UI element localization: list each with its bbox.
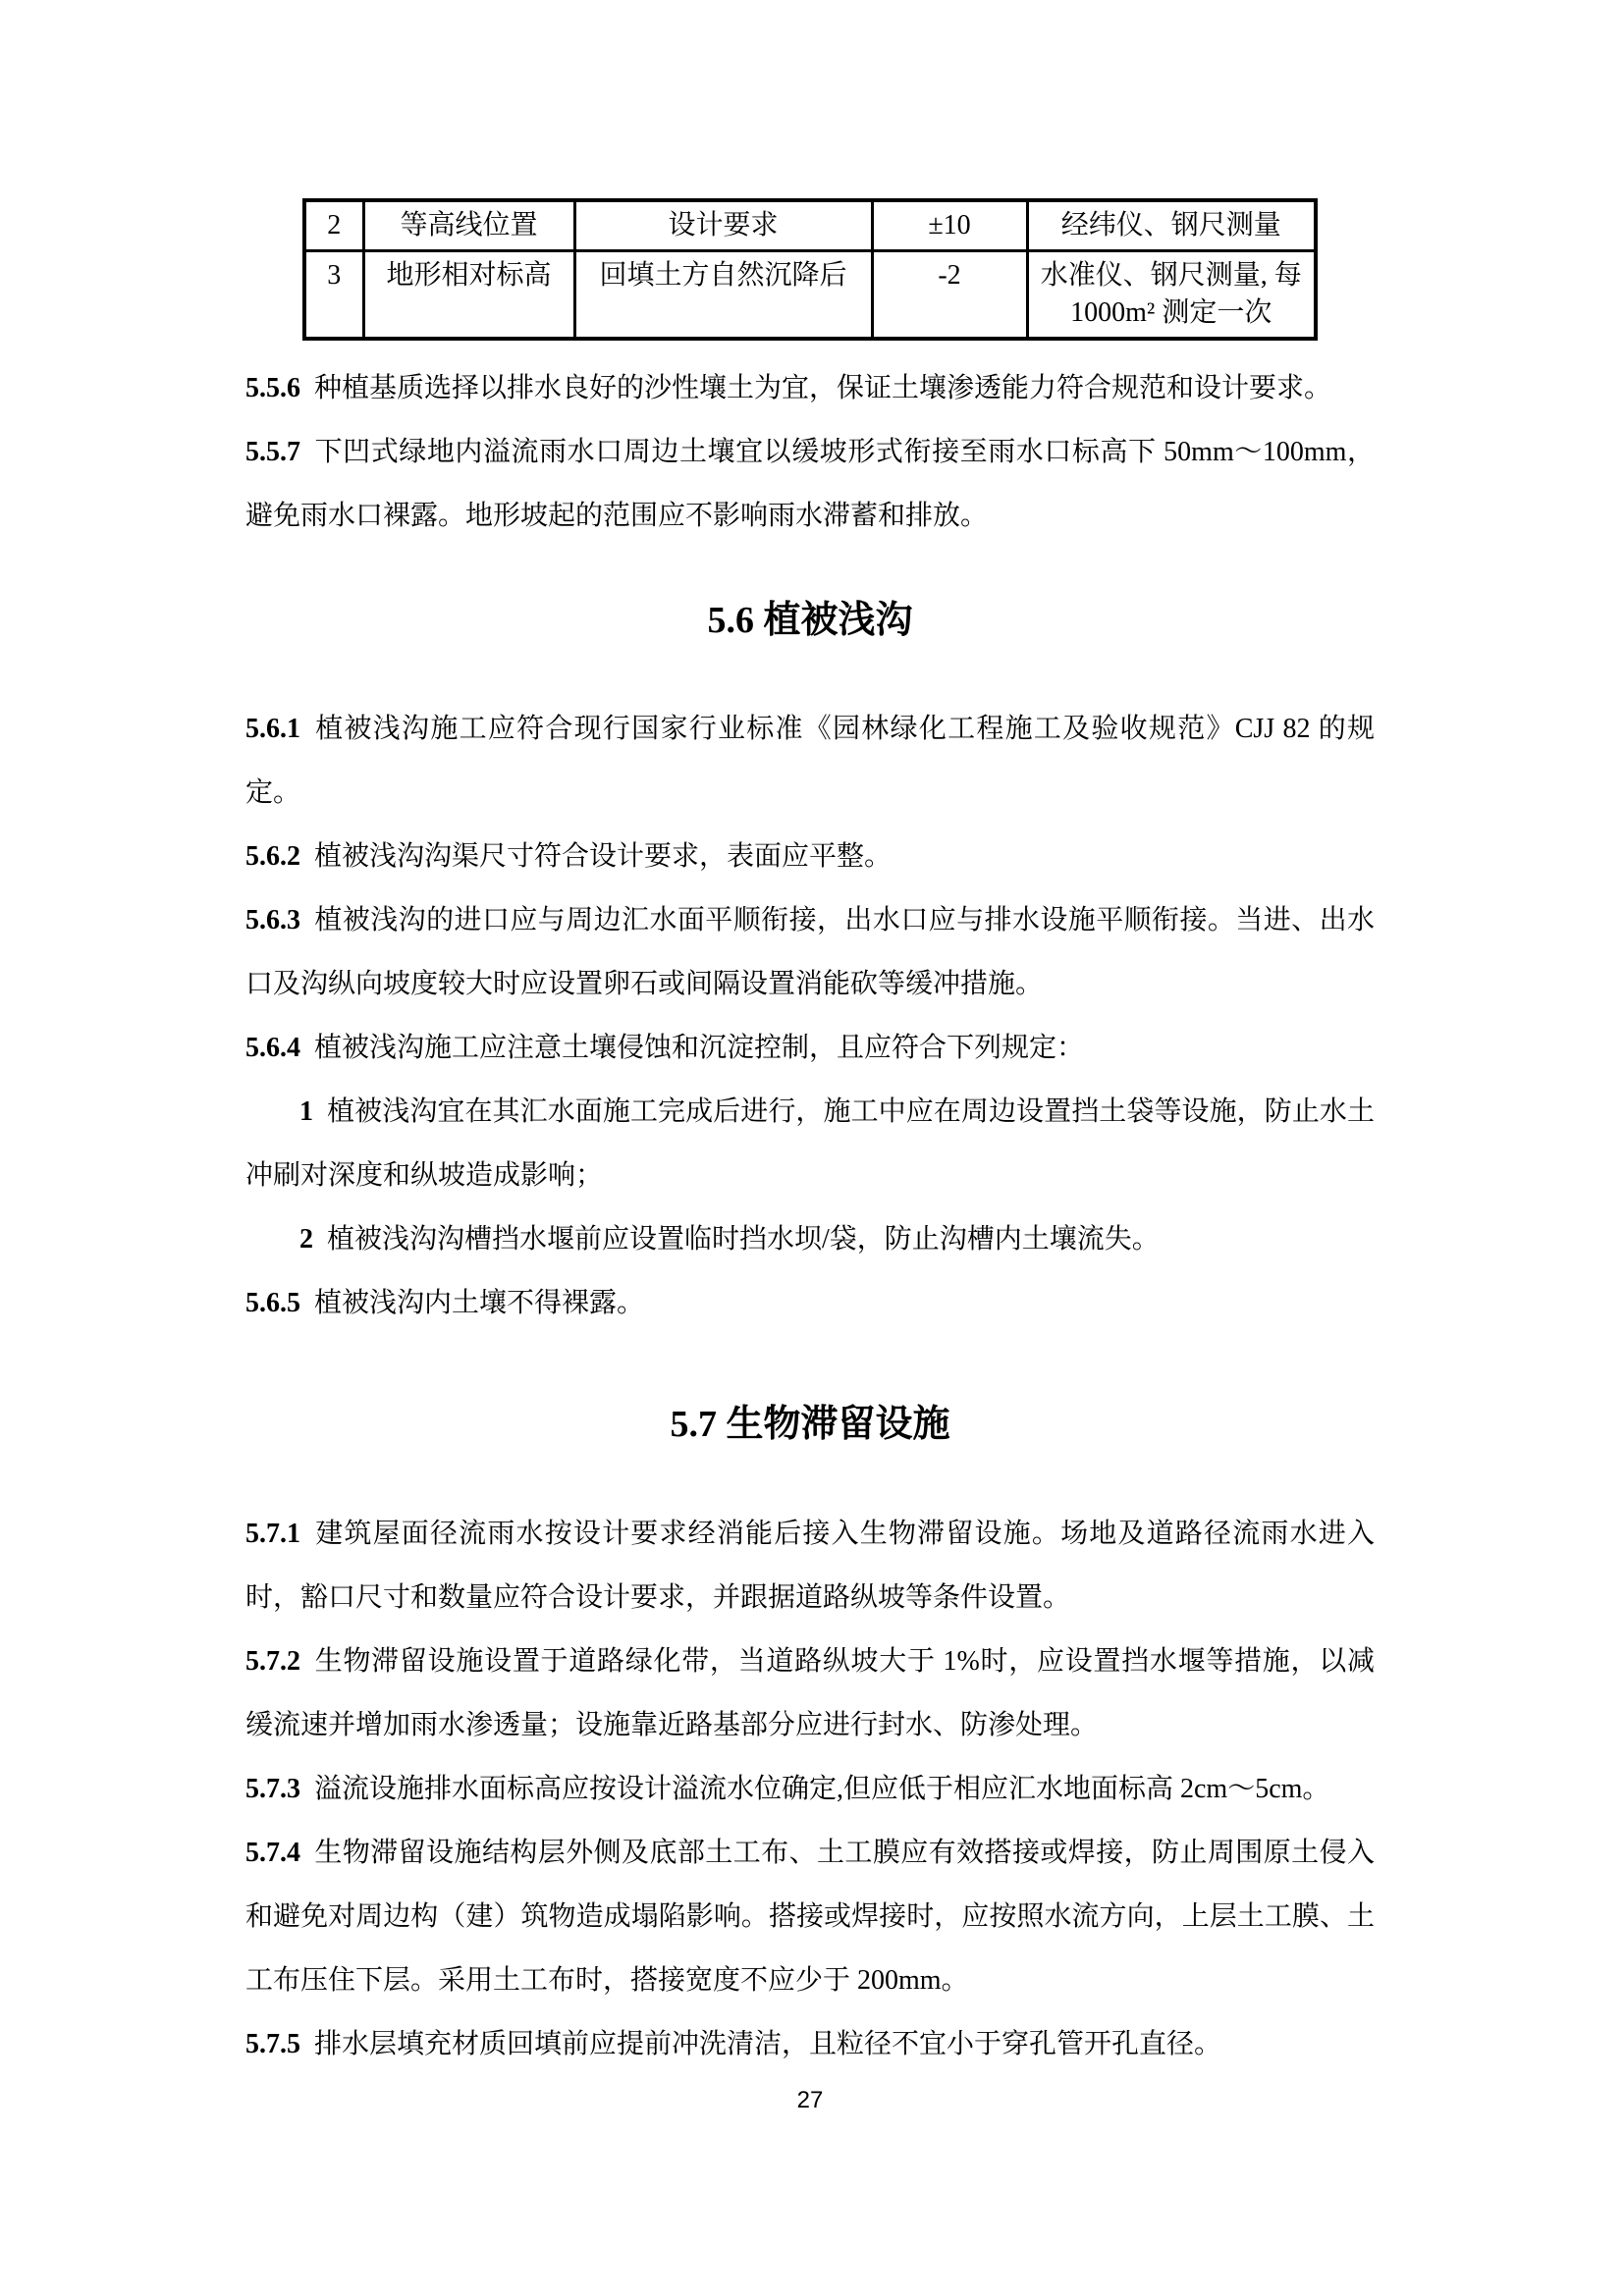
cell-row-no: 3 — [304, 251, 363, 340]
clauses-5-6 — [245, 697, 1375, 1335]
page-number: 27 — [796, 2087, 824, 2113]
subitem-number: 2 — [299, 1224, 313, 1255]
clause-5-6-5 — [245, 1271, 1375, 1335]
cell-check-item: 等高线位置 — [363, 200, 574, 251]
clause-5-7-1 — [245, 1502, 1375, 1629]
clause-5-7-5 — [245, 2012, 1375, 2076]
cell-measure-method: 经纬仪、钢尺测量 — [1027, 200, 1316, 251]
clause-text: 植被浅沟内土壤不得裸露。 — [314, 1288, 645, 1318]
clause-text: 生物滞留设施结构层外侧及底部土工布、土工膜应有效搭接或焊接，防止周围原土侵入和避免对周边构（建）筑物造成塌陷影响。搭接或焊接时，应按照水流方向，上层土工膜、土工布压住下层。采用土工布时，搭接宽度不应少于 200mm。 — [245, 1838, 1375, 1996]
clause-text: 植被浅沟的进口应与周边汇水面平顺衔接，出水口应与排水设施平顺衔接。当进、出水口及沟纵向坡度较大时应设置卵石或间隔设置消能砍等缓冲措施。 — [245, 905, 1375, 999]
clause-number: 5.6.4 — [245, 1033, 300, 1063]
clause-number: 5.5.6 — [245, 373, 300, 403]
clause-5-7-4 — [245, 1821, 1375, 2012]
clause-5-7-3 — [245, 1757, 1375, 1821]
clause-5-5-6 — [245, 356, 1375, 420]
clause-5-6-4 — [245, 1016, 1375, 1080]
cell-design-requirement: 回填土方自然沉降后 — [574, 251, 872, 340]
section-5-6-heading: 5.6 植被浅沟 — [707, 600, 913, 641]
section-5-7-heading: 5.7 生物滞留设施 — [670, 1404, 950, 1445]
clause-number: 5.7.3 — [245, 1774, 300, 1804]
cell-tolerance: ±10 — [872, 200, 1027, 251]
table-row — [304, 200, 1316, 251]
clause-5-7-2 — [245, 1629, 1375, 1757]
clause-text: 下凹式绿地内溢流雨水口周边土壤宜以缓坡形式衔接至雨水口标高下 50mm～100mm，避免雨水口裸露。地形坡起的范围应不影响雨水滞蓄和排放。 — [245, 437, 1375, 531]
clause-text: 排水层填充材质回填前应提前冲洗清洁，且粒径不宜小于穿孔管开孔直径。 — [314, 2029, 1222, 2059]
clause-number: 5.7.1 — [245, 1519, 300, 1549]
clause-number: 5.7.5 — [245, 2029, 300, 2059]
cell-check-item: 地形相对标高 — [363, 251, 574, 340]
clause-5-6-3 — [245, 888, 1375, 1016]
clause-number: 5.6.1 — [245, 714, 300, 744]
clauses-5-5 — [245, 356, 1375, 548]
clause-5-6-1 — [245, 697, 1375, 825]
clause-text: 建筑屋面径流雨水按设计要求经消能后接入生物滞留设施。场地及道路径流雨水进入时，豁口尺寸和数量应符合设计要求，并跟据道路纵坡等条件设置。 — [245, 1519, 1375, 1613]
subitem-2 — [245, 1207, 1375, 1271]
clauses-5-7 — [245, 1502, 1375, 2076]
cell-design-requirement: 设计要求 — [574, 200, 872, 251]
clause-text: 生物滞留设施设置于道路绿化带，当道路纵坡大于 1%时，应设置挡水堰等措施，以减缓流速并增加雨水渗透量；设施靠近路基部分应进行封水、防渗处理。 — [245, 1646, 1375, 1740]
clause-text: 溢流设施排水面标高应按设计溢流水位确定,但应低于相应汇水地面标高 2cm～5cm。 — [314, 1774, 1330, 1804]
subitem-text: 植被浅沟沟槽挡水堰前应设置临时挡水坝/袋，防止沟槽内土壤流失。 — [327, 1224, 1160, 1255]
clause-text: 种植基质选择以排水良好的沙性壤土为宜，保证土壤渗透能力符合规范和设计要求。 — [314, 373, 1332, 403]
clause-number: 5.7.2 — [245, 1646, 300, 1677]
clause-text: 植被浅沟施工应注意土壤侵蚀和沉淀控制，且应符合下列规定： — [314, 1033, 1085, 1063]
cell-tolerance: -2 — [872, 251, 1027, 340]
tolerance-table — [302, 198, 1318, 341]
clause-text: 植被浅沟沟渠尺寸符合设计要求，表面应平整。 — [314, 841, 893, 872]
clause-number: 5.6.5 — [245, 1288, 300, 1318]
subitem-1 — [245, 1080, 1375, 1207]
subitem-number: 1 — [299, 1096, 313, 1127]
clause-text: 植被浅沟施工应符合现行国家行业标准《园林绿化工程施工及验收规范》CJJ 82 的规定。 — [245, 714, 1375, 808]
subitem-text: 植被浅沟宜在其汇水面施工完成后进行，施工中应在周边设置挡土袋等设施，防止水土冲刷对深度和纵坡造成影响； — [245, 1096, 1375, 1191]
cell-measure-method: 水准仪、钢尺测量, 每 1000m² 测定一次 — [1027, 251, 1316, 340]
clause-number: 5.7.4 — [245, 1838, 300, 1868]
cell-row-no: 2 — [304, 200, 363, 251]
clause-5-5-7 — [245, 420, 1375, 548]
clause-number: 5.6.2 — [245, 841, 300, 872]
clause-number: 5.5.7 — [245, 437, 300, 467]
table-row — [304, 251, 1316, 340]
clause-number: 5.6.3 — [245, 905, 300, 935]
clause-5-6-2 — [245, 825, 1375, 888]
